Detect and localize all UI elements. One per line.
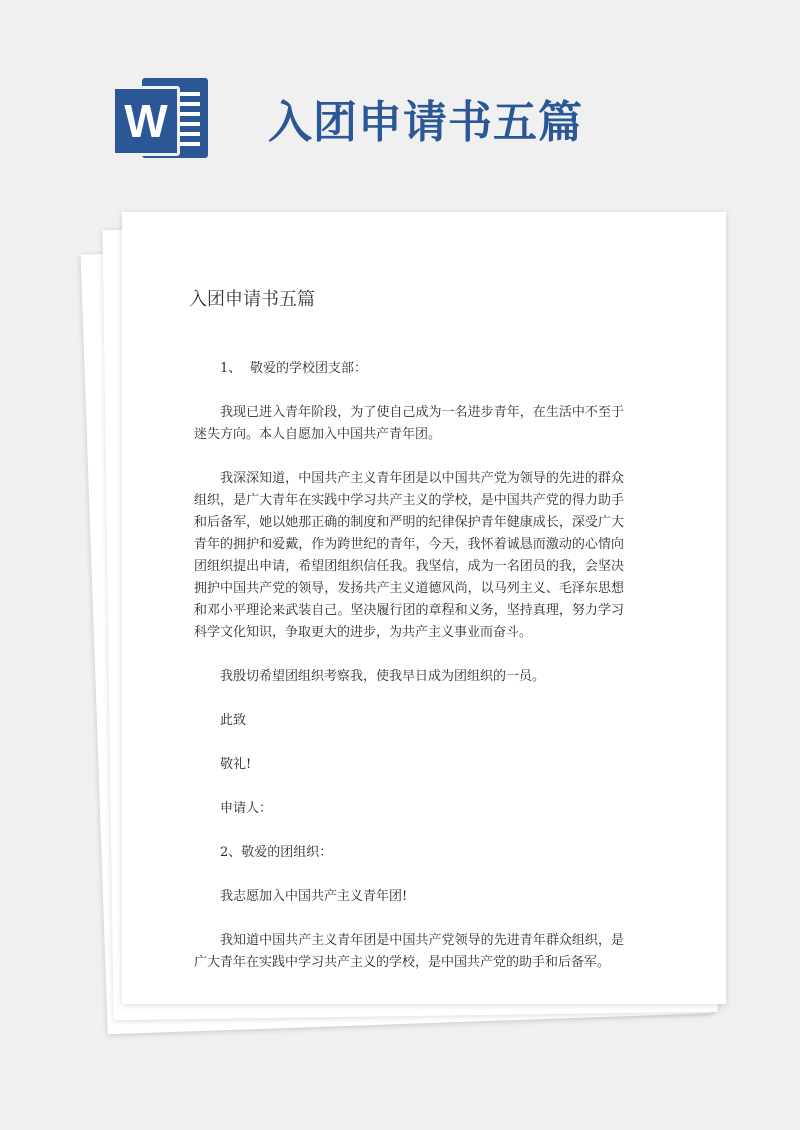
- document-page: [122, 212, 726, 1004]
- header-title: 入团申请书五篇: [268, 97, 583, 148]
- section1-salutation-text: 敬爱的学校团支部：: [250, 361, 368, 376]
- word-logo-icon: [112, 76, 212, 160]
- closing-salute: 敬礼!: [220, 757, 252, 772]
- document-body: [194, 358, 624, 996]
- closing-line: 此致: [220, 713, 247, 728]
- applicant-line: 申请人：: [220, 801, 273, 816]
- paragraph: 我殷切希望团组织考察我，使我早日成为团组织的一员。: [220, 669, 546, 684]
- document-title: 入团申请书五篇: [189, 289, 315, 310]
- section1-number: 1、: [220, 361, 242, 376]
- word-logo-letter: W: [112, 86, 180, 156]
- paragraph: 我深深知道，中国共产主义青年团是以中国共产党为领导的先进的群众组织，是广大青年在实践中学习共产主义的学校，是中国共产党的得力助手和后备军，她以她那正确的制度和严明的纪律保护青年健康成长，深受广大青年的拥护和爱戴，作为跨世纪的青年，今天，我怀着诚恳而激动的心情向团组织提出申请，希望团组织信任我。我坚信，成为一名团员的我，会坚决拥护中国共产党的领导，发扬共产主义道德风尚，以马列主义、毛泽东思想和邓小平理论来武装自己。坚决履行团的章程和义务，坚持真理，努力学习科学文化知识，争取更大的进步，为共产主义事业而奋斗。: [194, 471, 624, 640]
- paragraph: 我知道中国共产主义青年团是中国共产党领导的先进青年群众组织，是广大青年在实践中学习共产主义的学校，是中国共产党的助手和后备军。: [194, 933, 624, 970]
- paragraph: 我现已进入青年阶段，为了使自己成为一名进步青年，在生活中不至于迷失方向。本人自愿加入中国共产青年团。: [194, 405, 624, 442]
- paragraph: 我志愿加入中国共产主义青年团!: [220, 889, 408, 904]
- header: [112, 76, 583, 160]
- section1-salutation: [194, 358, 624, 380]
- section2-heading: 2、敬爱的团组织：: [220, 845, 333, 860]
